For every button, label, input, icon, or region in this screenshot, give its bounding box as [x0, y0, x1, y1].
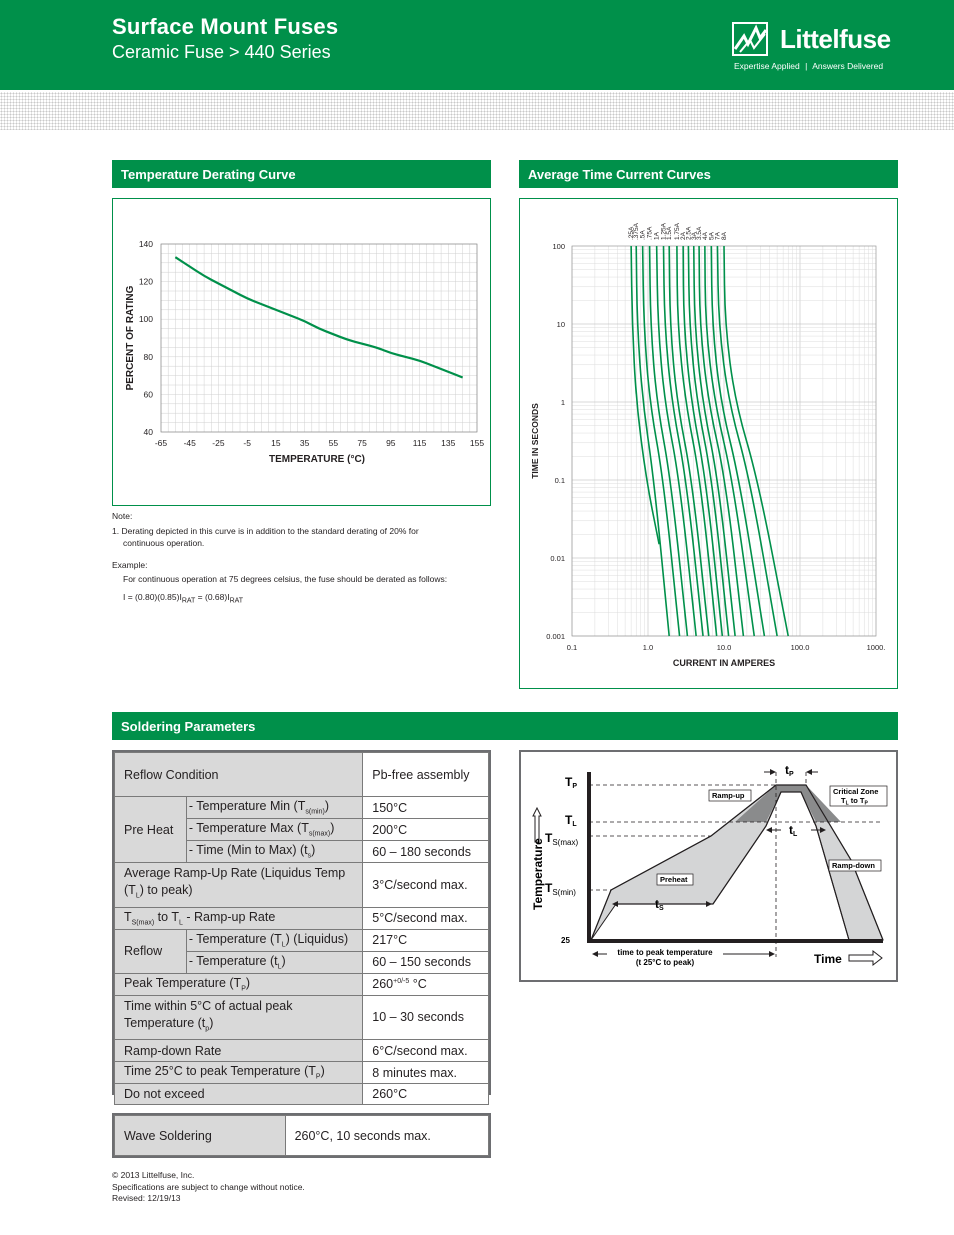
y-tick-label: 0.01 — [550, 554, 565, 563]
row-sublabel — [186, 951, 362, 973]
wave-table-frame — [112, 1113, 491, 1158]
table-row — [115, 1040, 489, 1062]
page-footer — [112, 1170, 305, 1205]
fuse-curve — [650, 246, 688, 636]
note-label: Note: — [112, 511, 133, 521]
value-text: °C — [409, 977, 427, 991]
label-text: ) — [209, 1015, 214, 1030]
soldering-table-frame — [112, 750, 491, 1101]
row-sublabel — [186, 819, 362, 841]
rating-label: 1A — [653, 232, 661, 240]
fuse-curve — [724, 246, 788, 636]
derating-notes — [112, 510, 492, 608]
label-text: ) (Liquidus) — [285, 931, 349, 946]
row-label: Reflow Condition — [115, 753, 363, 797]
row-value — [363, 973, 489, 995]
rating-label: 1.75A — [673, 223, 681, 240]
rating-label: 3.5A — [696, 226, 704, 240]
formula-sub-b: RAT — [229, 597, 244, 605]
fuse-curve — [657, 246, 696, 636]
y-tick-label: 100 — [138, 314, 153, 325]
label-text: ) — [281, 953, 286, 968]
tcc-heading: Average Time Current Curves — [519, 160, 898, 188]
row-label — [115, 973, 363, 995]
row-value: 5°C/second max. — [363, 907, 489, 929]
brand-name: Littelfuse — [780, 24, 891, 54]
table-row — [115, 995, 489, 1040]
tagline-separator: | — [805, 61, 808, 71]
soldering-table — [114, 752, 489, 1105]
wave-soldering-table — [114, 1115, 489, 1156]
x-axis-label: CURRENT IN AMPERES — [672, 658, 776, 668]
x-tick-label: 55 — [328, 438, 339, 448]
label-text: ) to peak) — [139, 883, 193, 897]
ts-time-label: tS — [655, 897, 664, 912]
table-row — [115, 1116, 489, 1156]
preheat-label-box — [657, 874, 693, 885]
x-tick-label: 135 — [441, 438, 456, 448]
tsmax-label: $T_{S(max)}$ — [545, 831, 579, 847]
row-sublabel — [186, 841, 362, 863]
y-axis-label: TIME IN SECONDS — [530, 403, 540, 479]
label-sub: L — [135, 892, 140, 900]
example-label: Example: — [112, 559, 148, 570]
derating-chart-panel — [112, 198, 491, 506]
page-subtitle: Ceramic Fuse > 440 Series — [112, 42, 331, 62]
label-text: ) — [311, 843, 316, 858]
row-sublabel — [186, 797, 362, 819]
row-value: 10 – 30 seconds — [363, 995, 489, 1040]
x-tick-label: 1.0 — [642, 643, 654, 652]
page-title: Surface Mount Fuses — [112, 14, 339, 39]
label-text: Peak Temperature (T — [124, 975, 242, 990]
table-row — [115, 863, 489, 908]
label-sub: L — [281, 941, 286, 949]
x-tick-label: 100.0 — [790, 643, 810, 652]
label-text: - Time (Min to Max) (t — [188, 843, 308, 858]
page-header — [0, 0, 954, 90]
row-value: 6°C/second max. — [363, 1040, 489, 1062]
svg-text:Ramp-down: Ramp-down — [832, 861, 875, 870]
table-row — [115, 1084, 489, 1105]
formula-part-a: I = (0.80)(0.85)I — [123, 591, 182, 602]
label-text: T — [124, 909, 132, 924]
copyright: © 2013 Littelfuse, Inc. — [112, 1170, 195, 1180]
tagline-right: Answers Delivered — [812, 61, 884, 71]
y-axis-label: PERCENT OF RATING — [125, 285, 136, 391]
row-sublabel — [186, 929, 362, 951]
tp-label: TP — [565, 775, 578, 790]
label-text: ) — [324, 799, 329, 814]
svg-text:Critical Zone: Critical Zone — [833, 787, 879, 796]
y-tick-label: 120 — [138, 276, 153, 287]
x-tick-label: 0.1 — [566, 643, 578, 652]
tl-label: TL — [565, 813, 577, 828]
label-text: - Ramp-up Rate — [182, 909, 276, 924]
littelfuse-logo-icon — [732, 22, 776, 58]
rating-label: 1.5A — [666, 226, 674, 240]
label-text: - Temperature (T — [188, 931, 282, 946]
row-value: Pb-free assembly — [363, 753, 489, 797]
row-value: 260°C, 10 seconds max. — [285, 1116, 488, 1156]
x-axis-label: TEMPERATURE (°C) — [268, 454, 366, 465]
row-label — [115, 1062, 363, 1084]
x-tick-label: 155 — [469, 438, 485, 448]
y-tick-label: 100 — [552, 242, 565, 251]
temperature-axis-arrow — [533, 808, 541, 842]
y-tick-label: 0.001 — [546, 632, 565, 641]
label-text: Average Ramp-Up Rate (Liquidus Temp (T — [124, 866, 346, 897]
row-group-label: Pre Heat — [115, 797, 187, 863]
tagline-left: Expertise Applied — [734, 61, 800, 71]
ramp-up-label-box — [709, 790, 751, 801]
x-tick-label: 35 — [299, 438, 310, 448]
x-tick-label: -45 — [183, 438, 196, 448]
time-to-peak-label: time to peak temperature — [617, 948, 713, 957]
table-row — [115, 929, 489, 951]
derating-chart — [113, 199, 490, 505]
x-tick-label: 1000. — [866, 643, 886, 652]
label-text: ) — [245, 975, 251, 990]
row-label: Ramp-down Rate — [115, 1040, 363, 1062]
rating-label: 8A — [721, 232, 728, 240]
row-label: Wave Soldering — [115, 1116, 286, 1156]
label-sub: s(min) — [305, 808, 325, 816]
label-sub: P — [241, 985, 246, 993]
label-text: - Temperature (t — [188, 953, 278, 968]
y-tick-label: 80 — [143, 351, 153, 362]
label-sub: L — [277, 963, 282, 971]
ramp-down-label-box — [829, 860, 881, 871]
label-text: to T — [154, 909, 179, 924]
note-1: 1. Derating depicted in this curve is in addition to the standard derating of 20% for — [112, 525, 419, 536]
row-group-label: Reflow — [115, 929, 187, 973]
disclaimer: Specifications are subject to change without notice. — [112, 1181, 305, 1192]
row-value: 200°C — [363, 819, 489, 841]
svg-text:Ramp-up: Ramp-up — [712, 791, 745, 800]
rating-label: 3A — [690, 232, 698, 240]
label-text: - Temperature Max (T — [188, 821, 309, 836]
formula-sub-a: RAT — [181, 597, 196, 605]
row-label — [115, 907, 363, 929]
table-row — [115, 753, 489, 797]
row-value: 217°C — [363, 929, 489, 951]
note-1-continued: continuous operation. — [123, 538, 205, 548]
rating-label: .5A — [639, 230, 647, 240]
value-text: 260 — [372, 977, 394, 991]
table-row — [115, 797, 489, 819]
x-tick-label: 115 — [412, 438, 427, 448]
header-dot-pattern — [0, 92, 954, 130]
temperature-axis-label: Temperature — [531, 838, 545, 910]
reflow-profile-panel — [519, 750, 898, 982]
rating-label: 2A — [680, 232, 688, 240]
row-value: 150°C — [363, 797, 489, 819]
tp-time-label: tP — [785, 763, 794, 778]
label-text: ) — [320, 1064, 325, 1079]
rating-label: 7A — [714, 232, 722, 240]
t25-label: 25 — [561, 936, 570, 945]
x-tick-label: 15 — [271, 438, 281, 448]
value-sup: +0/-5 — [393, 977, 410, 985]
reflow-profile-diagram — [521, 752, 896, 980]
label-text: ) — [330, 821, 335, 836]
example-formula — [112, 591, 492, 608]
x-tick-label: -65 — [154, 438, 168, 448]
label-sub: p — [205, 1025, 210, 1032]
y-tick-label: 0.1 — [554, 476, 565, 485]
label-text: - Temperature Min (T — [188, 799, 306, 814]
brand-tagline — [734, 61, 883, 71]
x-tick-label: -5 — [243, 438, 251, 448]
y-tick-label: 60 — [143, 389, 153, 400]
label-text: Time 25°C to peak Temperature (T — [124, 1064, 316, 1079]
tl-time-label: tL — [789, 823, 798, 838]
row-value: 8 minutes max. — [363, 1062, 489, 1084]
label-sub: L — [178, 919, 183, 927]
row-value: 3°C/second max. — [363, 863, 489, 908]
soldering-heading: Soldering Parameters — [112, 712, 898, 740]
rating-label: 2.5A — [685, 226, 693, 240]
table-row — [115, 973, 489, 995]
example-text: For continuous operation at 75 degrees celsius, the fuse should be derated as follows: — [123, 574, 448, 584]
formula-part-b: = (0.68)I — [195, 591, 230, 602]
derating-heading: Temperature Derating Curve — [112, 160, 491, 188]
time-axis-label: Time — [814, 952, 842, 966]
row-label — [115, 863, 363, 908]
rating-label: 5A — [708, 232, 716, 240]
rating-label: .375A — [633, 223, 641, 240]
x-tick-label: 75 — [357, 438, 367, 448]
x-tick-label: 95 — [386, 438, 396, 448]
svg-text:TL to TP: $T_L$ to $T_P$ — [841, 796, 868, 807]
x-tick-label: -25 — [212, 438, 225, 448]
rating-label: .25A — [628, 226, 636, 240]
y-tick-label: 1 — [560, 398, 565, 407]
rating-label: .75A — [646, 226, 654, 240]
table-row — [115, 1062, 489, 1084]
label-sub: P — [315, 1073, 321, 1081]
x-tick-label: 10.0 — [716, 643, 732, 652]
y-tick-label: 10 — [556, 320, 565, 329]
critical-zone-label-box — [830, 786, 887, 807]
time-axis-arrow — [849, 951, 882, 965]
rating-label: 1.25A — [660, 223, 668, 240]
tcc-chart — [520, 199, 897, 688]
label-text: Time within 5°C of actual peak Temperature (t — [124, 998, 293, 1030]
row-value: 60 – 180 seconds — [363, 841, 489, 863]
label-sub: s(max) — [308, 830, 331, 838]
rating-label: 4A — [701, 232, 709, 240]
row-label: Do not exceed — [115, 1084, 363, 1105]
revision-date: Revised: 12/19/13 — [112, 1193, 181, 1203]
row-value: 60 – 150 seconds — [363, 951, 489, 973]
label-sub: S(max) — [131, 919, 155, 927]
table-row — [115, 907, 489, 929]
svg-text:Preheat: Preheat — [660, 875, 688, 884]
label-sub: s — [307, 852, 312, 860]
row-label — [115, 995, 363, 1040]
time-to-peak-sublabel: (t 25°C to peak) — [635, 958, 695, 967]
tcc-chart-panel — [519, 198, 898, 689]
tsmin-label: $T_{S(min)}$ — [545, 881, 576, 897]
y-tick-label: 40 — [143, 427, 153, 437]
brand-logo — [732, 20, 902, 76]
y-tick-label: 140 — [138, 239, 153, 249]
row-value: 260°C — [363, 1084, 489, 1105]
